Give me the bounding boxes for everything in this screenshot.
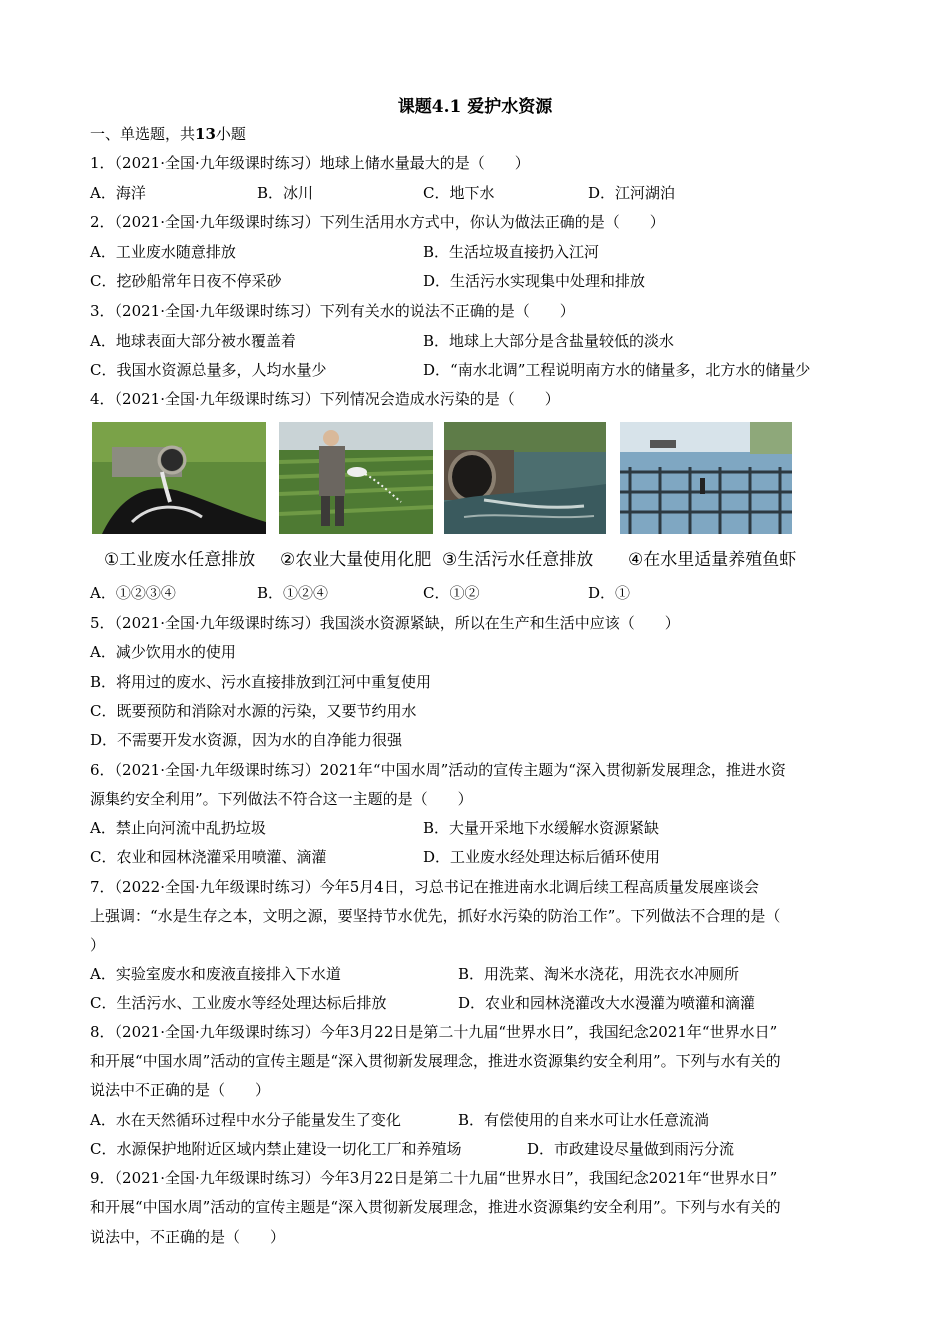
fish-farm-photo bbox=[620, 422, 792, 534]
q5-option-a[interactable]: A．减少饮用水的使用 bbox=[90, 643, 236, 661]
q3-option-a[interactable]: A．地球表面大部分被水覆盖着 bbox=[90, 332, 296, 350]
question-9-stem-line-1: 9．（2021·全国·九年级课时练习）今年3月22日是第二十九届“世界水日”，我国纪念2021年“世界水日” bbox=[90, 1169, 778, 1187]
q6-option-c[interactable]: C．农业和园林浇灌采用喷灌、滴灌 bbox=[90, 848, 327, 866]
question-8-stem-line-3: 说法中不正确的是（ ） bbox=[90, 1081, 271, 1099]
q2-option-a[interactable]: A．工业废水随意排放 bbox=[90, 243, 236, 261]
farmer-fertilizer-photo bbox=[279, 422, 433, 534]
q3-option-c[interactable]: C．我国水资源总量多，人均水量少 bbox=[90, 361, 327, 379]
q7-option-b[interactable]: B．用洗菜、淘米水浇花，用洗衣水冲厕所 bbox=[458, 965, 740, 983]
photo-caption-2: ②农业大量使用化肥 bbox=[280, 550, 432, 570]
q7-option-a[interactable]: A．实验室废水和废液直接排入下水道 bbox=[90, 965, 341, 983]
q7-option-d[interactable]: D．农业和园林浇灌改大水漫灌为喷灌和滴灌 bbox=[458, 994, 756, 1012]
q4-option-a[interactable]: A．①②③④ bbox=[90, 584, 176, 602]
q8-option-a[interactable]: A．水在天然循环过程中水分子能量发生了变化 bbox=[90, 1111, 401, 1129]
q8-option-d[interactable]: D．市政建设尽量做到雨污分流 bbox=[527, 1140, 735, 1158]
page-title: 课题4.1 爱护水资源 bbox=[397, 97, 553, 117]
q1-option-a[interactable]: A．海洋 bbox=[90, 184, 146, 202]
question-3-stem: 3．（2021·全国·九年级课时练习）下列有关水的说法不正确的是（ ） bbox=[90, 302, 575, 320]
question-7-stem-line-2: 上强调：“水是生存之本，文明之源，要坚持节水优先，抓好水污染的防治工作”。下列做法不合理的是（ bbox=[90, 907, 781, 925]
question-7-stem-line-3: ） bbox=[90, 936, 106, 954]
sewage-pipe-photo bbox=[444, 422, 606, 534]
q5-option-d[interactable]: D．不需要开发水资源，因为水的自净能力很强 bbox=[90, 731, 403, 749]
q5-option-c[interactable]: C．既要预防和消除对水源的污染，又要节约用水 bbox=[90, 702, 417, 720]
question-2-stem: 2．（2021·全国·九年级课时练习）下列生活用水方式中，你认为做法正确的是（ ） bbox=[90, 213, 665, 231]
photo-caption-3: ③生活污水任意排放 bbox=[442, 550, 594, 570]
q7-option-c[interactable]: C．生活污水、工业废水等经处理达标后排放 bbox=[90, 994, 387, 1012]
q4-option-d[interactable]: D．① bbox=[588, 584, 631, 602]
q1-option-d[interactable]: D．江河湖泊 bbox=[588, 184, 676, 202]
q4-option-b[interactable]: B．①②④ bbox=[257, 584, 329, 602]
q8-option-b[interactable]: B．有偿使用的自来水可让水任意流淌 bbox=[458, 1111, 710, 1129]
q2-option-c[interactable]: C．挖砂船常年日夜不停采砂 bbox=[90, 272, 282, 290]
q3-option-b[interactable]: B．地球上大部分是含盐量较低的淡水 bbox=[423, 332, 675, 350]
question-5-stem: 5．（2021·全国·九年级课时练习）我国淡水资源紧缺，所以在生产和生活中应该（ ） bbox=[90, 614, 680, 632]
question-6-stem-line-1: 6．（2021·全国·九年级课时练习）2021年“中国水周”活动的宣传主题为“深入贯彻新发展理念，推进水资 bbox=[90, 761, 786, 779]
question-9-stem-line-2: 和开展“中国水周”活动的宣传主题是“深入贯彻新发展理念，推进水资源集约安全利用”。下列与水有关的 bbox=[90, 1198, 781, 1216]
question-8-stem-line-1: 8．（2021·全国·九年级课时练习）今年3月22日是第二十九届“世界水日”，我国纪念2021年“世界水日” bbox=[90, 1023, 778, 1041]
q1-option-b[interactable]: B．冰川 bbox=[257, 184, 314, 202]
section-heading: 一、单选题，共13小题 bbox=[90, 125, 246, 143]
question-8-stem-line-2: 和开展“中国水周”活动的宣传主题是“深入贯彻新发展理念，推进水资源集约安全利用”。下列与水有关的 bbox=[90, 1052, 781, 1070]
q6-option-b[interactable]: B．大量开采地下水缓解水资源紧缺 bbox=[423, 819, 660, 837]
q1-option-c[interactable]: C．地下水 bbox=[423, 184, 495, 202]
q6-option-a[interactable]: A．禁止向河流中乱扔垃圾 bbox=[90, 819, 266, 837]
q2-option-b[interactable]: B．生活垃圾直接扔入江河 bbox=[423, 243, 600, 261]
photo-caption-4: ④在水里适量养殖鱼虾 bbox=[628, 550, 797, 570]
pollution-photo-strip bbox=[90, 422, 810, 572]
question-1-stem: 1．（2021·全国·九年级课时练习）地球上储水量最大的是（ ） bbox=[90, 154, 530, 172]
q5-option-b[interactable]: B．将用过的废水、污水直接排放到江河中重复使用 bbox=[90, 673, 432, 691]
q2-option-d[interactable]: D．生活污水实现集中处理和排放 bbox=[423, 272, 646, 290]
question-9-stem-line-3: 说法中，不正确的是（ ） bbox=[90, 1228, 286, 1246]
q4-option-c[interactable]: C．①② bbox=[423, 584, 480, 602]
q8-option-c[interactable]: C．水源保护地附近区域内禁止建设一切化工厂和养殖场 bbox=[90, 1140, 462, 1158]
question-4-stem: 4．（2021·全国·九年级课时练习）下列情况会造成水污染的是（ ） bbox=[90, 390, 560, 408]
factory-wastewater-photo bbox=[92, 422, 266, 534]
photo-caption-1: ①工业废水任意排放 bbox=[104, 550, 256, 570]
q3-option-d[interactable]: D．“南水北调”工程说明南方水的储量多，北方水的储量少 bbox=[423, 361, 811, 379]
question-6-stem-line-2: 源集约安全利用”。下列做法不符合这一主题的是（ ） bbox=[90, 790, 473, 808]
q6-option-d[interactable]: D．工业废水经处理达标后循环使用 bbox=[423, 848, 661, 866]
question-7-stem-line-1: 7．（2022·全国·九年级课时练习）今年5月4日，习总书记在推进南水北调后续工程高质量发展座谈会 bbox=[90, 878, 759, 896]
